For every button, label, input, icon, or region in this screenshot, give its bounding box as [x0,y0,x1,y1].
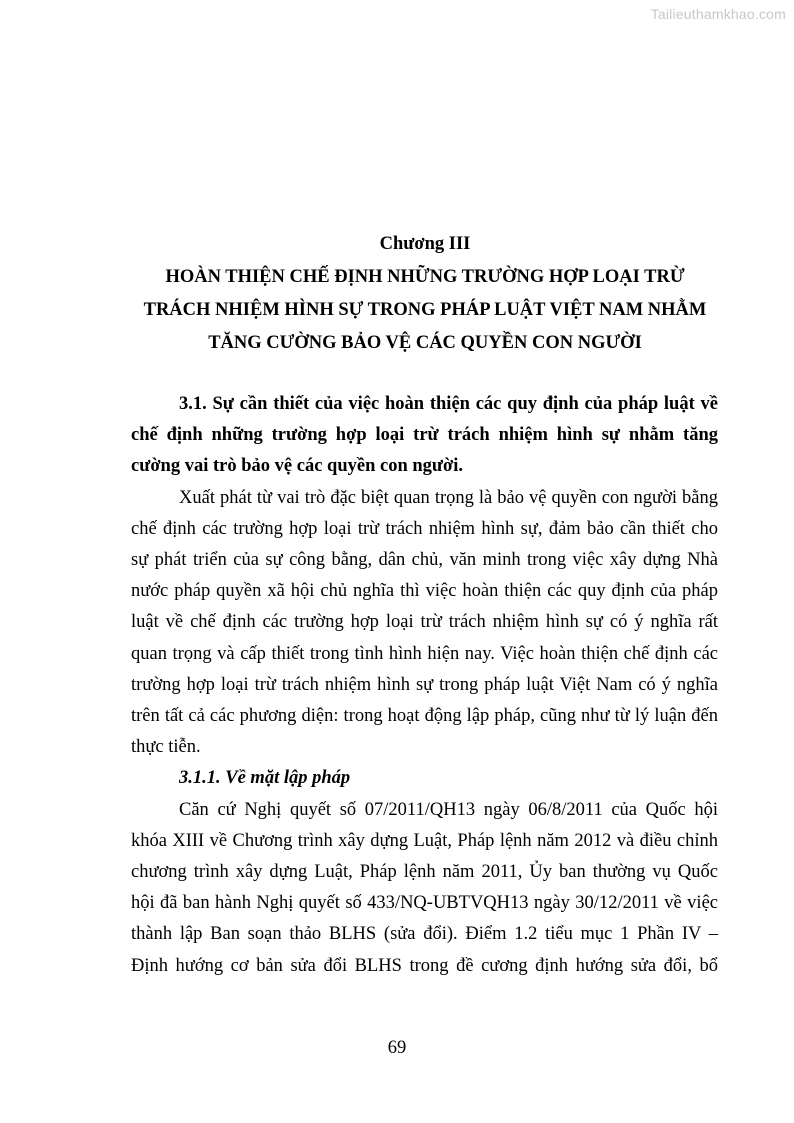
paragraph-line: chương trình xây dựng Luật, Pháp lệnh năm 2011, Ủy ban thường vụ Quốc [131,862,718,883]
section-heading-line: chế định những trường hợp loại trừ trách nhiệm hình sự nhằm tăng [131,425,718,446]
chapter-title-line: HOÀN THIỆN CHẾ ĐỊNH NHỮNG TRƯỜNG HỢP LOẠI TRỪ [165,267,685,287]
paragraph-line: Xuất phát từ vai trò đặc biệt quan trọng là bảo vệ quyền con người bằng [179,487,718,508]
paragraph-3-1 [131,483,718,764]
page-number: 69 [387,1038,407,1058]
document-body [131,389,718,982]
paragraph-line: thành lập Ban soạn thảo BLHS (sửa đổi). Điểm 1.2 tiểu mục 1 Phần IV – [131,924,718,945]
paragraph-line: thực tiễn. [131,737,201,758]
paragraph-line: quan trọng và cấp thiết trong tình hình hiện nay. Việc hoàn thiện chế định các [131,643,718,664]
section-heading-line: cường vai trò bảo vệ các quyền con người. [131,456,464,477]
paragraph-line: Căn cứ Nghị quyết số 07/2011/QH13 ngày 06/8/2011 của Quốc hội [179,799,718,820]
paragraph-line: trường hợp loại trừ trách nhiệm hình sự trong pháp luật Việt Nam có ý nghĩa [131,674,718,695]
paragraph-3-1-1 [131,795,718,982]
paragraph-line: nước pháp quyền xã hội chủ nghĩa thì việc hoàn thiện các quy định của pháp [131,581,718,602]
paragraph-line: trên tất cả các phương diện: trong hoạt động lập pháp, cũng như từ lý luận đến [131,706,718,727]
section-heading-line: 3.1. Sự cần thiết của việc hoàn thiện các quy định của pháp luật về [179,394,718,414]
paragraph-line: khóa XIII về Chương trình xây dựng Luật, Pháp lệnh năm 2012 và điều chỉnh [131,830,718,851]
paragraph-line: luật về chế định các trường hợp loại trừ trách nhiệm hình sự có ý nghĩa rất [131,612,718,633]
paragraph-line: Định hướng cơ bản sửa đổi BLHS trong đề cương định hướng sửa đổi, bổ [131,955,718,976]
chapter-heading [130,228,720,360]
chapter-title-line: TRÁCH NHIỆM HÌNH SỰ TRONG PHÁP LUẬT VIỆT NAM NHẰM [143,300,707,320]
subsection-heading-3-1-1: 3.1.1. Về mặt lập pháp [179,768,351,789]
chapter-title-line: TĂNG CƯỜNG BẢO VỆ CÁC QUYỀN CON NGƯỜI [208,333,642,353]
section-heading-3-1 [131,389,718,483]
watermark-text: Tailieuthamkhao.com [650,6,786,22]
paragraph-line: chế định các trường hợp loại trừ trách nhiệm hình sự, đảm bảo cần thiết cho [131,518,718,539]
chapter-number: Chương III [379,234,471,254]
paragraph-line: sự phát triển của sự công bằng, dân chủ, văn minh trong việc xây dựng Nhà [131,550,718,571]
paragraph-line: hội đã ban hành Nghị quyết số 433/NQ-UBTVQH13 ngày 30/12/2011 về việc [131,893,718,914]
